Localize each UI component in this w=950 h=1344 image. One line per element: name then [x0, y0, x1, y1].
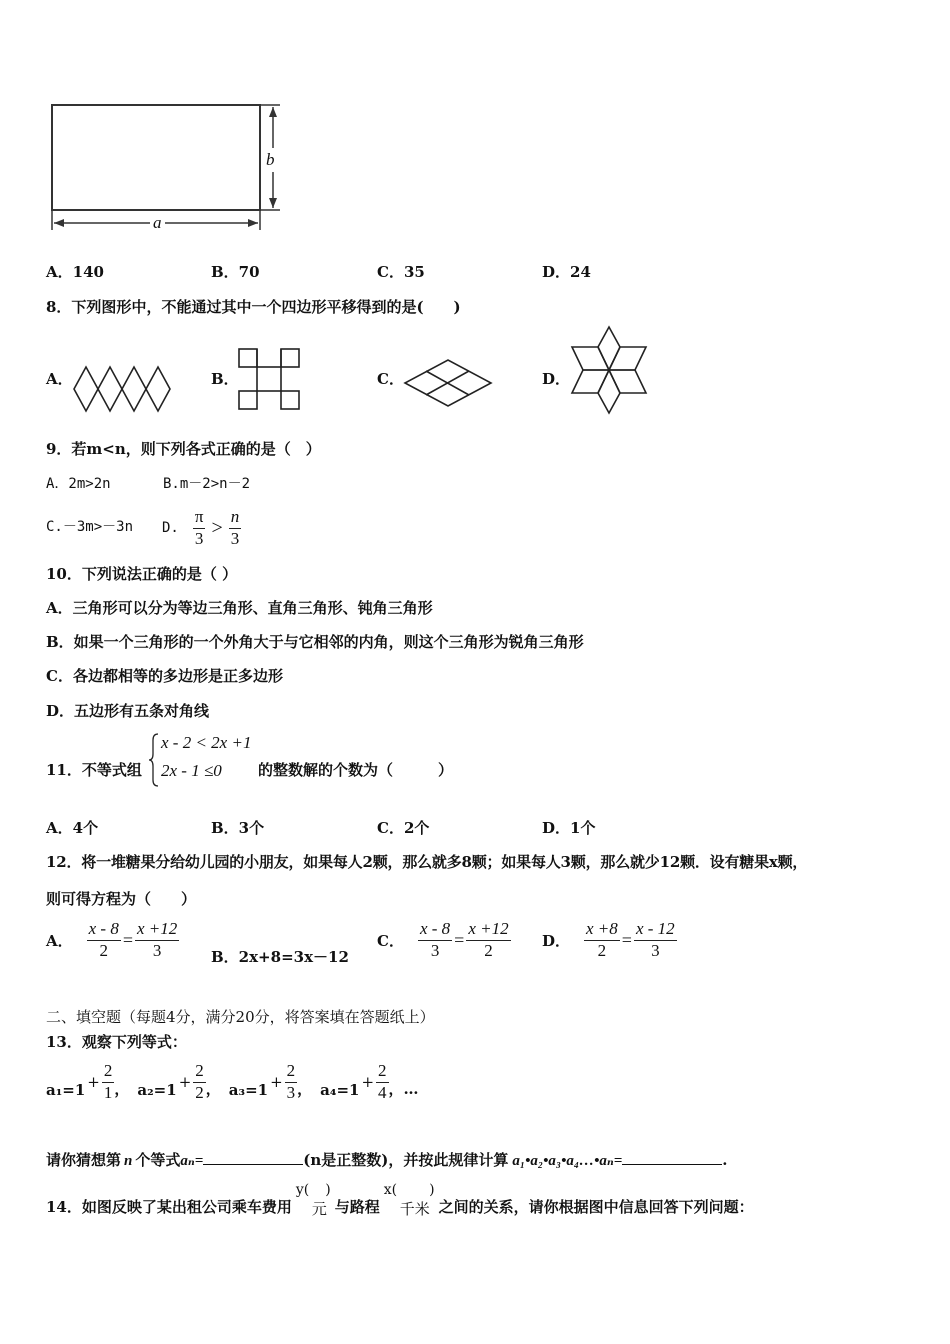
q11-inequality-1: x - 2 < 2x +1 [161, 733, 252, 752]
answer-blank-2[interactable] [622, 1150, 722, 1165]
q12-option-b[interactable]: B．2x+8=3x－12 [211, 948, 349, 966]
q8-option-b-label[interactable]: B． [211, 370, 239, 388]
q8-option-d-label[interactable]: D． [542, 370, 571, 388]
q7-option-a[interactable]: A．140 [46, 263, 104, 281]
fraction: $\frac{x - 8}{3}$ [419, 919, 451, 960]
equals-sign: = [621, 929, 632, 950]
fraction: $\frac{x +12}{3}$ [137, 919, 178, 960]
q8-figure-c [403, 358, 493, 408]
fraction: $\frac{x +12}{2}$ [468, 919, 509, 960]
q8-figure-b [237, 347, 303, 413]
label-b: b [266, 148, 275, 172]
q7-option-c[interactable]: C．35 [377, 263, 425, 281]
brace-icon [148, 732, 160, 788]
greater-than: > [211, 516, 223, 539]
q8-figure-a [72, 365, 176, 413]
q12-option-d-label: D． [542, 931, 571, 950]
rectangle-figure [40, 95, 290, 240]
q8-stem: 8．下列图形中，不能通过其中一个四边形平移得到的是( ) [46, 298, 461, 316]
q9-option-d[interactable] [162, 508, 241, 548]
q11-option-a[interactable]: A．4个 [46, 819, 99, 837]
q10-option-d[interactable]: D．五边形有五条对角线 [46, 702, 210, 720]
q12-stem-line2: 则可得方程为（ ） [46, 890, 197, 908]
q9-option-a[interactable]: A．2m>2n [46, 476, 111, 492]
q10-option-b[interactable]: B．如果一个三角形的一个外角大于与它相邻的内角，则这个三角形为锐角三角形 [46, 633, 584, 651]
q9-stem: 9．若m<n，则下列各式正确的是（ ） [46, 440, 321, 458]
q13-stem: 13．观察下列等式： [46, 1033, 187, 1051]
equals-sign: = [454, 929, 465, 950]
q12-option-c[interactable] [377, 920, 511, 960]
fraction: $\frac{\pi}{3}$ [194, 507, 204, 548]
q7-option-b[interactable]: B．70 [211, 263, 260, 281]
fraction: $\frac{x - 8}{2}$ [88, 919, 119, 960]
q12-option-a[interactable] [46, 920, 179, 960]
q10-stem: 10．下列说法正确的是（ ） [46, 565, 238, 583]
q14-stem: 14．如图反映了某出租公司乘车费用 y( ) 元 与路程 x( ) 千米 之间的关系，请你根据图中信息回答下列问题： [46, 1182, 754, 1218]
q13-question: 请你猜想第 n 个等式aₙ= (n是正整数)，并按此规律计算 a₁•a₂•a₃•a₄…•aₙ= . [46, 1151, 728, 1169]
q10-option-c[interactable]: C．各边都相等的多边形是正多边形 [46, 667, 283, 685]
fraction: $\frac{x +8}{2}$ [586, 919, 618, 960]
answer-blank-1[interactable] [203, 1150, 303, 1165]
q12-option-d[interactable] [542, 920, 677, 960]
q11-inequality-2: 2x - 1 ≤0 [161, 761, 222, 780]
fraction: $\frac{x - 12}{3}$ [635, 919, 675, 960]
q8-option-a-label[interactable]: A． [46, 370, 73, 388]
q13-term-1: a₁=1 + $\frac{2}{1}$ ， [46, 1061, 130, 1102]
q11-prefix: 11．不等式组 [46, 761, 142, 779]
q12-stem-line1: 12．将一堆糖果分给幼儿园的小朋友，如果每人2颗，那么就多8颗；如果每人3颗，那么就少12颗．设有糖果x颗， [46, 853, 808, 871]
q11-option-d[interactable]: D．1个 [542, 819, 596, 837]
q9-option-d-label: D. [162, 520, 179, 537]
q9-option-c[interactable]: C.－3m>－3n [46, 519, 134, 535]
q13-term-4: a₄=1 + $\frac{2}{4}$ ，… [320, 1061, 419, 1102]
q8-figure-d [570, 325, 648, 415]
label-a: a [150, 213, 165, 233]
q9-option-b[interactable]: B.m－2>n－2 [163, 476, 251, 492]
q11-option-b[interactable]: B．3个 [211, 819, 265, 837]
q11-option-c[interactable]: C．2个 [377, 819, 430, 837]
q11-suffix: 的整数解的个数为（ ） [258, 761, 454, 779]
q7-option-d[interactable]: D．24 [542, 263, 591, 281]
q12-option-c-label: C． [377, 931, 404, 950]
q13-term-3: a₃=1 + $\frac{2}{3}$ ， [228, 1061, 313, 1102]
equals-sign: = [122, 929, 134, 950]
q8-option-c-label[interactable]: C． [377, 370, 404, 388]
q12-option-a-label: A． [46, 931, 73, 950]
q13-sequence [46, 1062, 419, 1102]
q13-term-2: a₂=1 + $\frac{2}{2}$ ， [137, 1061, 221, 1102]
section-title: 二、填空题（每题4分，满分20分，将答案填在答题纸上） [46, 1008, 435, 1026]
fraction: $\frac{n}{3}$ [230, 507, 240, 548]
q10-option-a[interactable]: A．三角形可以分为等边三角形、直角三角形、钝角三角形 [46, 599, 433, 617]
